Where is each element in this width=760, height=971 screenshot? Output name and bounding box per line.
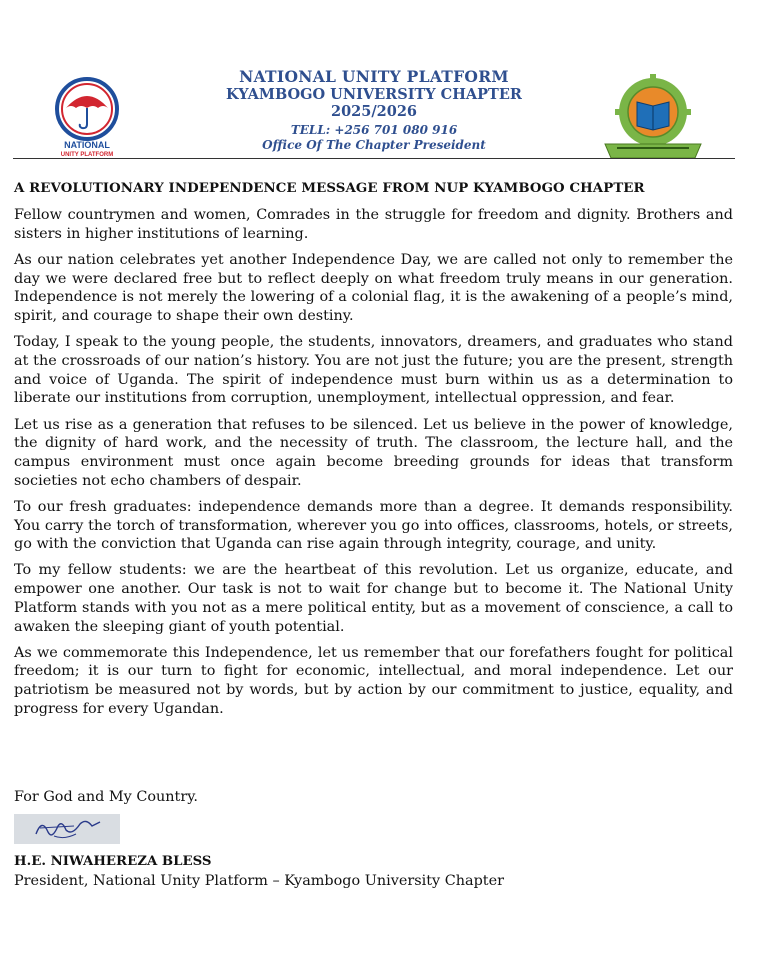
letterhead <box>0 0 760 160</box>
telephone: TELL: +256 701 080 916 <box>290 123 458 137</box>
signer-title: President, National Unity Platform – Kyambogo University Chapter <box>14 873 504 889</box>
letter-body <box>14 180 733 726</box>
logo-text-line1: NATIONAL <box>64 140 110 150</box>
header-divider <box>13 158 735 159</box>
signer-name: H.E. NIWAHEREZA BLESS <box>14 854 212 869</box>
academic-year: 2025/2026 <box>330 103 417 120</box>
letterhead-text <box>200 68 548 153</box>
paragraph: As we commemorate this Independence, let us remember that our forefathers fought for political freedom; it is our turn to fight for economic, intellectual, and moral independence. Let our patriotism be measured not by words, but by action by our commitment to justice, equality, and progress for every Ugandan. <box>14 644 733 717</box>
paragraph: Today, I speak to the young people, the students, innovators, dreamers, and graduates who stand at the crossroads of our nation’s history. You are not just the future; you are the present, strength and voice of Uganda. The spirit of independence must burn within us as a determination to liberate our institutions from corruption, unemployment, intellectual oppression, and fear. <box>14 334 733 407</box>
letter-title: A REVOLUTIONARY INDEPENDENCE MESSAGE FROM NUP KYAMBOGO CHAPTER <box>14 181 645 196</box>
handwritten-signature <box>14 814 120 844</box>
paragraph: Let us rise as a generation that refuses to be silenced. Let us believe in the power of knowledge, the dignity of hard work, and the necessity of truth. The classroom, the lecture hall, and the campus environment must once again become breeding grounds for ideas that transform societies not echo chambers of despair. <box>14 416 733 489</box>
office-name: Office Of The Chapter Preseident <box>262 138 486 152</box>
paragraph: Fellow countrymen and women, Comrades in the struggle for freedom and dignity. Brothers and sisters in higher institutions of learning. <box>14 207 733 242</box>
logo-text-line2: UNITY PLATFORM <box>60 152 114 158</box>
org-name: NATIONAL UNITY PLATFORM <box>239 67 509 86</box>
closing-line: For God and My Country. <box>14 789 198 805</box>
nup-umbrella-logo <box>52 76 122 158</box>
paragraph: To our fresh graduates: independence demands more than a degree. It demands responsibility. You carry the torch of transformation, wherever you go into offices, classrooms, hotels, or streets, go with the conviction that Uganda can rise again through integrity, courage, and unity. <box>14 498 733 553</box>
signature-scribble <box>14 814 120 844</box>
kyambogo-chapter-badge <box>603 74 703 159</box>
chapter-name: KYAMBOGO UNIVERSITY CHAPTER <box>226 86 522 103</box>
paragraph: As our nation celebrates yet another Independence Day, we are called not only to remember the day we were declared free but to reflect deeply on what freedom truly means in our generation. Independence is not merely the lowering of a colonial flag, it is the awakening of a people’s mind, spirit, and courage to shape their own destiny. <box>14 251 733 325</box>
paragraph: To my fellow students: we are the heartbeat of this revolution. Let us organize, educate, and empower one another. Our task is not to wait for change but to become it. The National Unity Platform stands with you not as a mere political entity, but as a movement of conscience, a call to awaken the sleeping giant of youth potential. <box>14 562 733 635</box>
